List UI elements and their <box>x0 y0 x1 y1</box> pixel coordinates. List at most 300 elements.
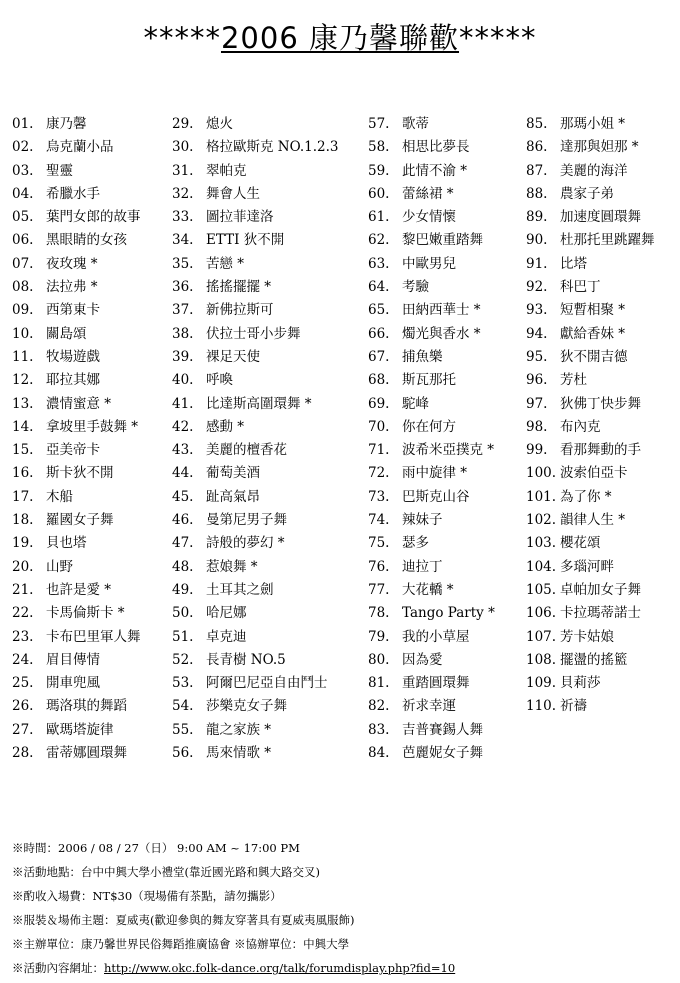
song-title: 美麗的檀香花 <box>206 442 287 459</box>
song-item <box>172 439 368 462</box>
song-number: 34. <box>172 232 194 249</box>
song-item <box>526 486 676 509</box>
song-number: 62. <box>368 232 390 249</box>
song-item <box>526 113 676 136</box>
song-item <box>172 579 368 602</box>
song-item <box>368 672 526 695</box>
song-number: 81. <box>368 675 390 692</box>
song-title: 韻律人生 * <box>560 512 626 529</box>
song-number: 84. <box>368 745 390 762</box>
song-title: 短暫相聚 * <box>560 302 626 319</box>
song-title: 牧場遊戲 <box>46 348 100 365</box>
song-title: 法拉弗 * <box>46 279 98 296</box>
song-item <box>526 579 676 602</box>
song-title: 芳杜 <box>560 372 587 389</box>
song-title: 相思比夢長 <box>402 139 470 156</box>
song-title: 夜玫瑰 * <box>46 255 98 272</box>
song-number: 58. <box>368 139 390 156</box>
song-number: 47. <box>172 535 194 552</box>
song-item <box>172 393 368 416</box>
song-title: 感動 * <box>206 418 245 435</box>
song-title: 詩般的夢幻 * <box>206 535 285 552</box>
song-title: 哈尼娜 <box>206 605 247 622</box>
song-number: 73. <box>368 488 390 505</box>
song-number: 105. <box>526 581 557 598</box>
song-item <box>526 160 676 183</box>
song-item <box>368 719 526 742</box>
page-title <box>0 20 680 56</box>
song-number: 41. <box>172 395 194 412</box>
song-title: 比達斯高圍環舞 * <box>206 395 312 412</box>
song-title: 加速度圓環舞 <box>560 209 641 226</box>
song-title: 雷蒂娜圓環舞 <box>46 745 127 762</box>
song-title: 田納西華士 * <box>402 302 481 319</box>
song-number: 46. <box>172 512 194 529</box>
song-number: 36. <box>172 279 194 296</box>
song-number: 95. <box>526 348 548 365</box>
song-title: 因為愛 <box>402 651 443 668</box>
song-number: 54. <box>172 698 194 715</box>
song-item <box>12 649 172 672</box>
song-number: 42. <box>172 418 194 435</box>
song-title: 也許是愛 * <box>46 581 112 598</box>
song-number: 14. <box>12 418 34 435</box>
song-number: 70. <box>368 418 390 435</box>
song-item <box>12 742 172 765</box>
song-title: 拿坡里手鼓舞 * <box>46 418 139 435</box>
song-number: 104. <box>526 558 557 575</box>
song-title: 擺盪的搖籃 <box>560 651 628 668</box>
song-item <box>12 579 172 602</box>
song-title: 考驗 <box>402 279 429 296</box>
song-item <box>526 229 676 252</box>
song-title: ETTI 狄不開 <box>206 232 285 249</box>
event-fee: ※酌收入場費：NT$30（現場備有茶點，請勿攜影） <box>12 889 282 903</box>
song-number: 12. <box>12 372 34 389</box>
song-item <box>172 742 368 765</box>
song-item <box>172 113 368 136</box>
song-title: 西第東卡 <box>46 302 100 319</box>
song-item <box>526 439 676 462</box>
song-number: 98. <box>526 418 548 435</box>
song-item <box>526 672 676 695</box>
song-number: 63. <box>368 255 390 272</box>
song-number: 09. <box>12 302 34 319</box>
song-number: 37. <box>172 302 194 319</box>
song-item <box>172 719 368 742</box>
song-number: 05. <box>12 209 34 226</box>
song-title: 伏拉士哥小步舞 <box>206 325 301 342</box>
song-number: 83. <box>368 721 390 738</box>
song-item <box>368 439 526 462</box>
song-item <box>172 276 368 299</box>
song-title: 辣妹子 <box>402 512 443 529</box>
song-number: 57. <box>368 116 390 132</box>
song-item <box>526 276 676 299</box>
song-item <box>12 602 172 625</box>
song-number: 20. <box>12 558 34 575</box>
song-title: 卡布巴里軍人舞 <box>46 628 141 645</box>
song-title: 大花轎 * <box>402 581 454 598</box>
song-title: 格拉歐斯克 NO.1.2.3 <box>206 139 339 156</box>
song-title: 惹娘舞 * <box>206 558 258 575</box>
song-number: 25. <box>12 675 34 692</box>
song-item <box>368 299 526 322</box>
song-item <box>12 626 172 649</box>
song-number: 11. <box>12 348 34 365</box>
song-number: 59. <box>368 162 390 179</box>
song-title: 眉目傳情 <box>46 651 100 668</box>
song-item <box>172 556 368 579</box>
song-title: 櫻花頌 <box>560 535 601 552</box>
song-title: 中歐男兒 <box>402 255 456 272</box>
song-number: 90. <box>526 232 548 249</box>
song-title: 亞美帝卡 <box>46 442 100 459</box>
song-number: 01. <box>12 116 34 132</box>
song-title: 巴斯克山谷 <box>402 488 470 505</box>
song-number: 61. <box>368 209 390 226</box>
song-number: 66. <box>368 325 390 342</box>
song-item <box>526 509 676 532</box>
song-title: 聖靈 <box>46 162 73 179</box>
song-title: 吉普賽錫人舞 <box>402 721 483 738</box>
song-number: 17. <box>12 488 34 505</box>
song-item <box>12 323 172 346</box>
song-item <box>12 556 172 579</box>
song-title: 波希米亞撲克 * <box>402 442 495 459</box>
song-number: 27. <box>12 721 34 738</box>
song-title: 希臘水手 <box>46 185 100 202</box>
song-number: 32. <box>172 185 194 202</box>
song-item <box>172 602 368 625</box>
song-item <box>172 229 368 252</box>
song-number: 68. <box>368 372 390 389</box>
song-number: 45. <box>172 488 194 505</box>
song-item <box>526 462 676 485</box>
song-number: 86. <box>526 139 548 156</box>
song-column-2 <box>172 113 368 765</box>
song-number: 35. <box>172 255 194 272</box>
song-title: 木船 <box>46 488 73 505</box>
song-number: 106. <box>526 605 557 622</box>
song-number: 22. <box>12 605 34 622</box>
song-number: 78. <box>368 605 390 622</box>
song-item <box>368 136 526 159</box>
song-item <box>172 509 368 532</box>
song-item <box>172 299 368 322</box>
song-title: 耶拉其娜 <box>46 372 100 389</box>
song-number: 102. <box>526 512 557 529</box>
song-title: 科巴丁 <box>560 279 601 296</box>
song-title: 杜那托里跳躍舞 <box>560 232 655 249</box>
song-item <box>12 299 172 322</box>
song-number: 52. <box>172 651 194 668</box>
song-item <box>526 136 676 159</box>
song-item <box>368 602 526 625</box>
song-title: 祈禱 <box>560 698 587 715</box>
song-title: 羅國女子舞 <box>46 512 114 529</box>
song-number: 107. <box>526 628 557 645</box>
song-item <box>12 719 172 742</box>
song-item <box>172 253 368 276</box>
song-title: 康乃馨 <box>46 116 87 132</box>
song-item <box>526 649 676 672</box>
song-title: 狄佛丁快步舞 <box>560 395 641 412</box>
song-title: 葡萄美酒 <box>206 465 260 482</box>
song-number: 16. <box>12 465 34 482</box>
song-title: 搖搖擺擺 * <box>206 279 272 296</box>
title-prefix: ***** <box>143 21 221 55</box>
song-title: 多瑙河畔 <box>560 558 614 575</box>
song-number: 109. <box>526 675 557 692</box>
song-item <box>12 439 172 462</box>
song-item <box>368 323 526 346</box>
song-title: 獻給香妹 * <box>560 325 626 342</box>
song-item <box>368 276 526 299</box>
song-title: 達那與妲那 * <box>560 139 639 156</box>
song-number: 30. <box>172 139 194 156</box>
song-number: 40. <box>172 372 194 389</box>
song-title: 烏克蘭小品 <box>46 139 114 156</box>
song-item <box>12 672 172 695</box>
song-title: 駝峰 <box>402 395 429 412</box>
song-number: 87. <box>526 162 548 179</box>
song-item <box>12 393 172 416</box>
song-item <box>368 649 526 672</box>
song-item <box>172 160 368 183</box>
song-item <box>368 113 526 136</box>
event-info <box>12 836 672 980</box>
song-number: 67. <box>368 348 390 365</box>
song-item <box>368 206 526 229</box>
song-title: 那瑪小姐 * <box>560 116 626 132</box>
song-item <box>12 486 172 509</box>
song-title: 貝也塔 <box>46 535 87 552</box>
song-item <box>368 462 526 485</box>
song-item <box>526 532 676 555</box>
song-number: 10. <box>12 325 34 342</box>
song-number: 93. <box>526 302 548 319</box>
song-title: 農家子弟 <box>560 185 614 202</box>
song-item <box>12 113 172 136</box>
song-title: 呼喚 <box>206 372 233 389</box>
song-number: 71. <box>368 442 390 459</box>
song-number: 44. <box>172 465 194 482</box>
song-item <box>12 509 172 532</box>
song-title: 此情不渝 * <box>402 162 468 179</box>
song-item <box>368 532 526 555</box>
song-item <box>12 229 172 252</box>
song-title: 狄不開吉德 <box>560 348 628 365</box>
song-title: 曼第尼男子舞 <box>206 512 287 529</box>
song-item <box>368 229 526 252</box>
song-number: 100. <box>526 465 557 482</box>
song-list <box>12 113 678 765</box>
song-number: 69. <box>368 395 390 412</box>
song-title: 捕魚樂 <box>402 348 443 365</box>
song-title: 葉門女郎的故事 <box>46 209 141 226</box>
song-item <box>172 486 368 509</box>
song-title: 斯瓦那托 <box>402 372 456 389</box>
song-number: 99. <box>526 442 548 459</box>
song-item <box>172 532 368 555</box>
song-item <box>368 486 526 509</box>
song-number: 64. <box>368 279 390 296</box>
song-number: 85. <box>526 116 548 132</box>
song-title: 舞會人生 <box>206 185 260 202</box>
song-title: 看那舞動的手 <box>560 442 641 459</box>
song-title: 歌蒂 <box>402 116 429 132</box>
song-number: 92. <box>526 279 548 296</box>
song-number: 48. <box>172 558 194 575</box>
song-number: 04. <box>12 185 34 202</box>
song-item <box>368 253 526 276</box>
song-title: 祈求幸運 <box>402 698 456 715</box>
song-item <box>12 206 172 229</box>
song-item <box>12 462 172 485</box>
song-number: 43. <box>172 442 194 459</box>
song-item <box>526 369 676 392</box>
song-number: 101. <box>526 488 557 505</box>
song-title: 卓克迪 <box>206 628 247 645</box>
song-title: 卡拉瑪蒂諾士 <box>560 605 641 622</box>
song-title: 裸足天使 <box>206 348 260 365</box>
song-number: 60. <box>368 185 390 202</box>
title-suffix: ***** <box>459 21 537 55</box>
song-item <box>12 346 172 369</box>
song-title: 貝莉莎 <box>560 675 601 692</box>
song-item <box>172 136 368 159</box>
song-number: 72. <box>368 465 390 482</box>
song-item <box>12 532 172 555</box>
song-number: 39. <box>172 348 194 365</box>
song-item <box>526 206 676 229</box>
song-item <box>12 276 172 299</box>
song-number: 50. <box>172 605 194 622</box>
song-title: 你在何方 <box>402 418 456 435</box>
song-title: 馬來情歌 * <box>206 745 272 762</box>
song-number: 88. <box>526 185 548 202</box>
song-number: 97. <box>526 395 548 412</box>
song-title: 關島頌 <box>46 325 87 342</box>
song-number: 65. <box>368 302 390 319</box>
event-location: ※活動地點：台中中興大學小禮堂(靠近國光路和興大路交叉) <box>12 865 320 879</box>
song-column-1 <box>12 113 172 765</box>
song-title: 長青樹 NO.5 <box>206 651 286 668</box>
song-number: 91. <box>526 255 548 272</box>
song-item <box>526 299 676 322</box>
song-item <box>526 416 676 439</box>
song-number: 15. <box>12 442 34 459</box>
song-number: 26. <box>12 698 34 715</box>
song-title: 布內克 <box>560 418 601 435</box>
event-time: ※時間：2006 / 08 / 27（日） 9:00 AM ~ 17:00 PM <box>12 841 300 855</box>
song-number: 21. <box>12 581 34 598</box>
song-number: 75. <box>368 535 390 552</box>
song-number: 29. <box>172 116 194 132</box>
song-title: 熄火 <box>206 116 233 132</box>
song-title: 開車兜風 <box>46 675 100 692</box>
song-title: 苦戀 * <box>206 255 245 272</box>
song-item <box>368 183 526 206</box>
event-website-link[interactable]: http://www.okc.folk-dance.org/talk/forumdisplay.php?fid=10 <box>104 961 456 975</box>
song-item <box>172 206 368 229</box>
song-number: 13. <box>12 395 34 412</box>
song-title: 土耳其之劍 <box>206 581 274 598</box>
song-item <box>12 416 172 439</box>
song-number: 74. <box>368 512 390 529</box>
song-title: 斯卡狄不開 <box>46 465 114 482</box>
song-item <box>368 509 526 532</box>
song-title: 迪拉丁 <box>402 558 443 575</box>
song-title: 我的小草屋 <box>402 628 470 645</box>
song-title: 為了你 * <box>560 488 612 505</box>
song-number: 108. <box>526 651 557 668</box>
title-main: 2006 康乃馨聯歡 <box>220 21 460 55</box>
song-number: 110. <box>526 698 557 715</box>
song-number: 89. <box>526 209 548 226</box>
song-title: 燭光與香水 * <box>402 325 481 342</box>
event-website-label: ※活動內容網址： <box>12 961 104 975</box>
song-number: 79. <box>368 628 390 645</box>
song-number: 82. <box>368 698 390 715</box>
song-title: 阿爾巴尼亞自由鬥士 <box>206 675 328 692</box>
song-title: 歐瑪塔旋律 <box>46 721 114 738</box>
song-item <box>12 253 172 276</box>
song-item <box>526 253 676 276</box>
song-column-4 <box>526 113 676 765</box>
song-item <box>172 416 368 439</box>
song-item <box>368 369 526 392</box>
song-item <box>172 695 368 718</box>
song-title: 美麗的海洋 <box>560 162 628 179</box>
song-number: 23. <box>12 628 34 645</box>
song-title: 新佛拉斯可 <box>206 302 274 319</box>
song-title: 山野 <box>46 558 73 575</box>
song-item <box>368 626 526 649</box>
song-item <box>368 695 526 718</box>
song-title: 濃情蜜意 * <box>46 395 112 412</box>
song-number: 33. <box>172 209 194 226</box>
song-number: 55. <box>172 721 194 738</box>
song-item <box>368 742 526 765</box>
event-website <box>12 956 672 980</box>
song-title: Tango Party * <box>402 605 495 622</box>
song-item <box>172 183 368 206</box>
song-item <box>526 183 676 206</box>
song-item <box>172 462 368 485</box>
song-item <box>526 602 676 625</box>
song-column-3 <box>368 113 526 765</box>
song-number: 06. <box>12 232 34 249</box>
song-item <box>368 579 526 602</box>
song-title: 莎樂克女子舞 <box>206 698 287 715</box>
song-title: 趾高氣昂 <box>206 488 260 505</box>
song-number: 80. <box>368 651 390 668</box>
song-number: 76. <box>368 558 390 575</box>
event-dress-code: ※服裝＆場佈主題：夏威夷(歡迎參與的舞友穿著具有夏威夷風服飾) <box>12 913 355 927</box>
song-item <box>172 672 368 695</box>
song-title: 卓帕加女子舞 <box>560 581 641 598</box>
song-title: 雨中旋律 * <box>402 465 468 482</box>
song-number: 51. <box>172 628 194 645</box>
song-number: 96. <box>526 372 548 389</box>
song-item <box>172 323 368 346</box>
song-number: 03. <box>12 162 34 179</box>
song-item <box>526 323 676 346</box>
song-item <box>12 160 172 183</box>
song-item <box>368 556 526 579</box>
